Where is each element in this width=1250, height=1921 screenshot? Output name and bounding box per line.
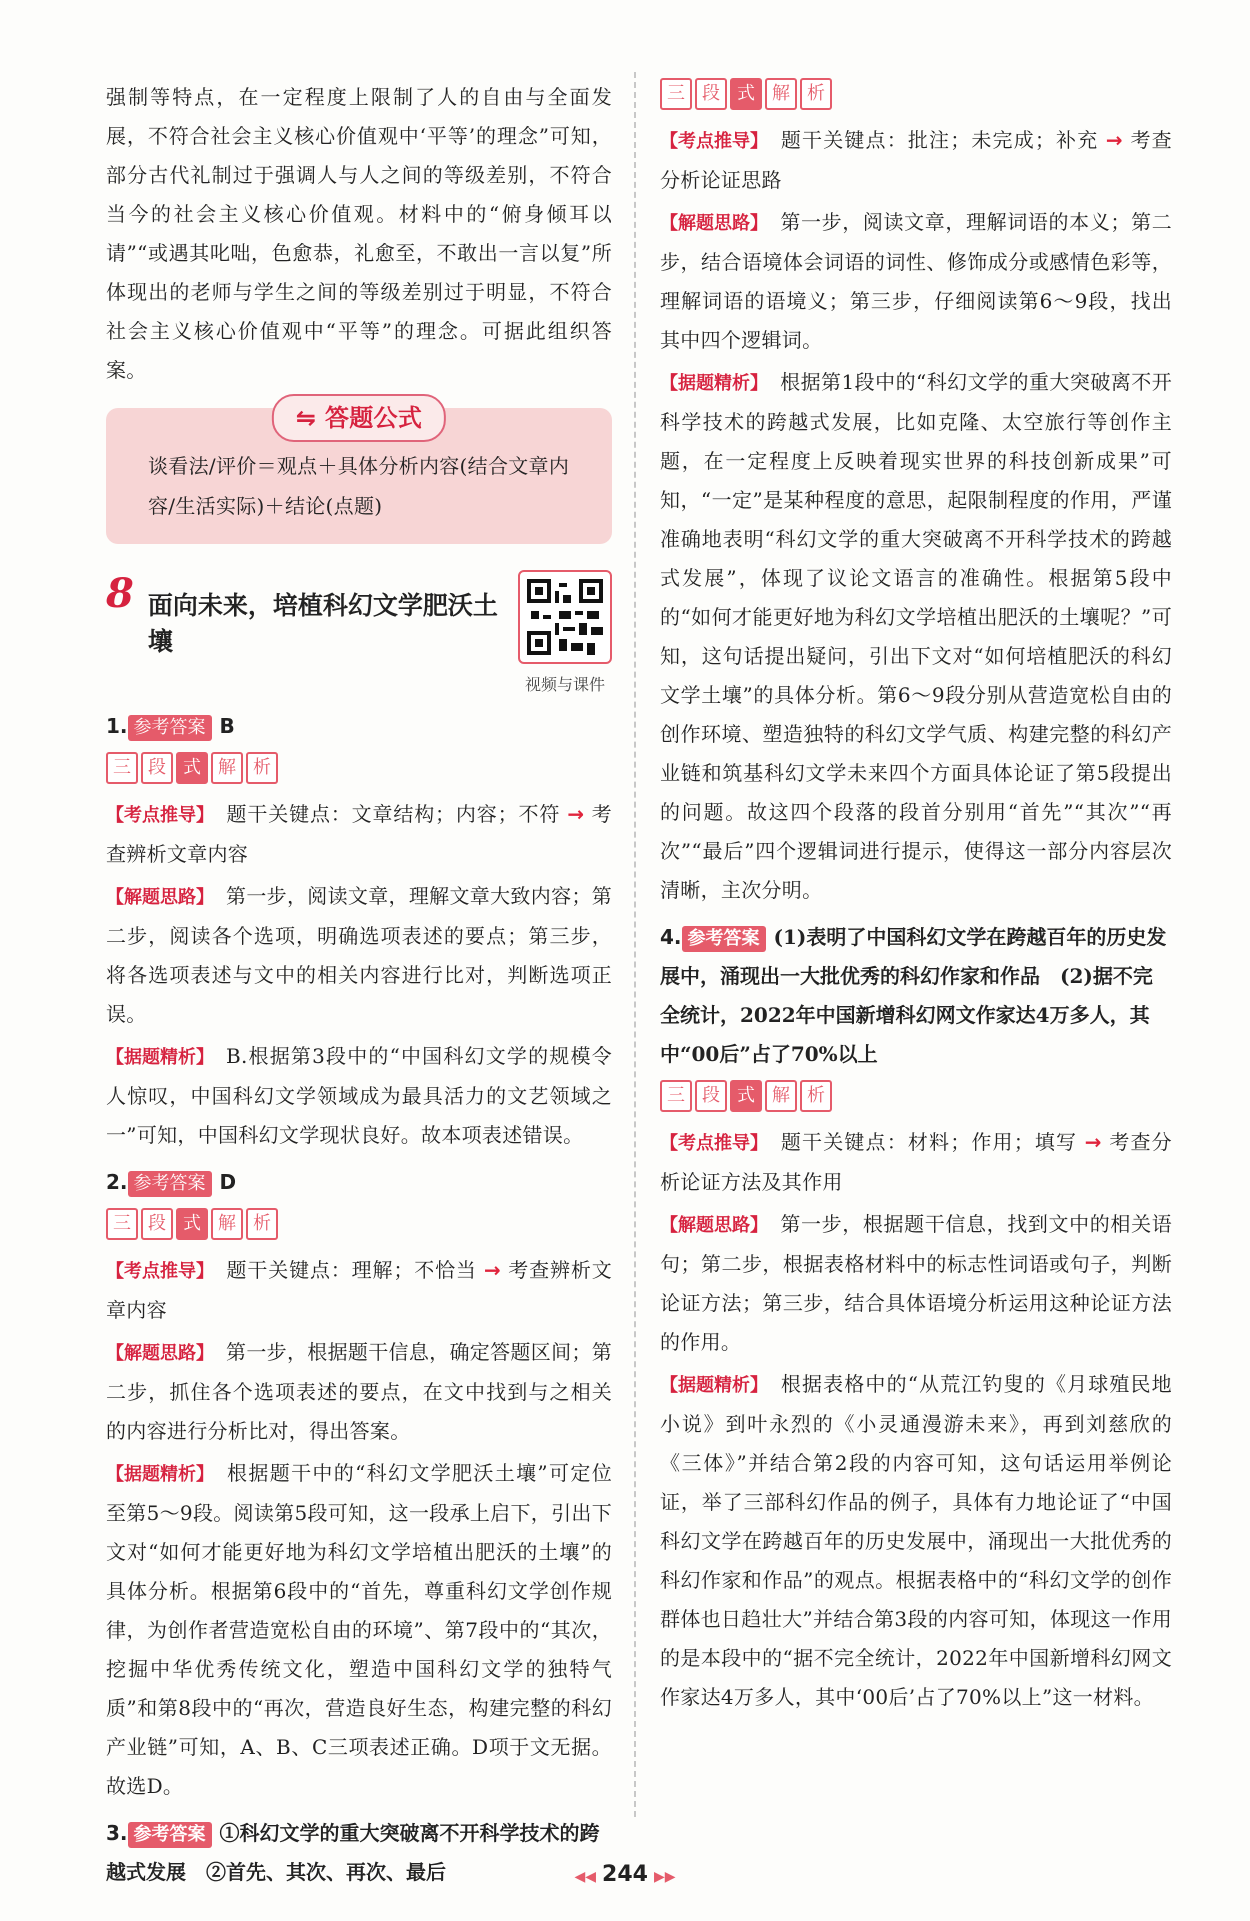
q3-jingxi: 【据题精析】 根据第1段中的“科幻文学的重大突破离不开科学技术的跨越式发展，比如克隆、太空旅行等创作主题，在一定程度上反映着现实世界的科技创新成果”可知，“一定”是某种程度的意思，起限制程度的作用，严谨准确地表明“科幻文学的重大突破离不开科学技术的跨越式发展”，体现了议论文语言的准确性。根据第5段中的“如何才能更好地为科幻文学培植出肥沃的土壤呢？”可知，这句话提出疑问，引出下文对“如何培植肥沃的科幻文学土壤”的具体分析。第6～9段分别从营造宽松自由的创作环境、塑造独特的科幻文学气质、构建完整的科幻产业链和筑基科幻文学未来四个方面具体论证了第5段提出的问题。故这四个段落的段首分别用“首先”“其次”“再次”“最后”四个逻辑词进行提示，使得这一部分内容层次清晰，主次分明。 <box>660 370 1172 902</box>
three-step-analysis-label: 三 段 式 解 析 <box>660 1080 832 1112</box>
three-step-analysis-label: 三 段 式 解 析 <box>106 1208 278 1240</box>
arrow-icon: → <box>1084 1130 1102 1154</box>
q1-kaodian: 【考点推导】 题干关键点：文章结构；内容；不符 → 考查辨析文章内容 <box>106 802 612 866</box>
page-number: ◀◀ 244 ▶▶ <box>574 1862 676 1887</box>
next-arrows-icon: ▶▶ <box>653 1869 676 1885</box>
answer-formula-text: 谈看法/评价＝观点＋具体分析内容(结合文章内容/生活实际)＋结论(点题) <box>148 454 570 518</box>
q3-answer: 3. 参考答案 ①科幻文学的重大突破离不开科学技术的跨越式发展 ②首先、其次、再次、最后 <box>106 1821 600 1884</box>
qr-code-icon[interactable] <box>518 570 612 664</box>
q4-jingxi: 【据题精析】 根据表格中的“从荒江钓叟的《月球殖民地小说》到叶永烈的《小灵通漫游未来》，再到刘慈欣的《三体》”并结合第2段的内容可知，这句话运用举例论证，举了三部科幻作品的例子，具体有力地论证了“中国科幻文学在跨越百年的历史发展中，涌现出一大批优秀的科幻作家和作品”的观点。根据表格中的“科幻文学的创作群体也日趋壮大”并结合第3段的内容可知，体现这一作用的是本段中的“据不完全统计，2022年中国新增科幻网文作家达4万多人，其中‘00后’占了70%以上”这一材料。 <box>660 1372 1172 1709</box>
answer-badge: 参考答案 <box>128 1171 212 1197</box>
answer-badge: 参考答案 <box>128 715 212 741</box>
formula-icon: ⇋ <box>295 404 325 432</box>
arrow-icon: → <box>1105 128 1123 152</box>
q1-jieti: 【解题思路】 第一步，阅读文章，理解文章大致内容；第二步，阅读各个选项，明确选项表述的要点；第三步，将各选项表述与文中的相关内容进行比对，判断选项正误。 <box>106 884 612 1026</box>
section-title: 面向未来，培植科幻文学肥沃土壤 <box>147 591 498 656</box>
arrow-icon: → <box>567 802 585 826</box>
three-step-analysis-label: 三 段 式 解 析 <box>106 752 278 784</box>
intro-paragraph: 强制等特点，在一定程度上限制了人的自由与全面发展，不符合社会主义核心价值观中‘平等’的理念”可知，部分古代礼制过于强调人与人之间的等级差别，不符合当今的社会主义核心价值观。材料中的“俯身倾耳以请”“或遇其叱咄，色愈恭，礼愈至，不敢出一言以复”所体现出的老师与学生之间的等级差别过于明显，不符合社会主义核心价值观中“平等”的理念。可据此组织答案。 <box>106 85 612 382</box>
qr-block[interactable] <box>518 570 612 695</box>
prev-arrows-icon: ◀◀ <box>574 1869 597 1885</box>
left-column <box>106 78 612 1892</box>
answer-badge: 参考答案 <box>682 926 766 952</box>
q3-jieti: 【解题思路】 第一步，阅读文章，理解词语的本义；第二步，结合语境体会词语的词性、修饰成分或感情色彩等，理解词语的语境义；第三步，仔细阅读第6～9段，找出其中四个逻辑词。 <box>660 210 1172 352</box>
q2-jingxi: 【据题精析】 根据题干中的“科幻文学肥沃土壤”可定位至第5～9段。阅读第5段可知，这一段承上启下，引出下文对“如何才能更好地为科幻文学培植出肥沃的土壤”的具体分析。根据第6段中的“首先，尊重科幻文学创作规律，为创作者营造宽松自由的环境”、第7段中的“其次，挖掘中华优秀传统文化，塑造中国科幻文学的独特气质”和第8段中的“再次，营造良好生态，构建完整的科幻产业链”可知，A、B、C三项表述正确。D项于文无据。故选D。 <box>106 1461 612 1798</box>
answer-badge: 参考答案 <box>128 1822 212 1848</box>
q2-answer: 2. 参考答案 D <box>106 1163 612 1202</box>
answer-formula-title: ⇋ 答题公式 <box>272 394 446 442</box>
q2-jieti: 【解题思路】 第一步，根据题干信息，确定答题区间；第二步，抓住各个选项表述的要点，在文中找到与之相关的内容进行分析比对，得出答案。 <box>106 1340 612 1443</box>
q3-kaodian: 【考点推导】 题干关键点：批注；未完成；补充 → 考查分析论证思路 <box>660 128 1172 192</box>
q4-kaodian: 【考点推导】 题干关键点：材料；作用；填写 → 考查分析论证方法及其作用 <box>660 1130 1172 1194</box>
q4-answer: 4. 参考答案 (1)表明了中国科幻文学在跨越百年的历史发展中，涌现出一大批优秀的科幻作家和作品 (2)据不完全统计，2022年中国新增科幻网文作家达4万多人，其中“00后”占了70%以上 <box>660 925 1167 1066</box>
section-heading <box>106 570 612 695</box>
right-column <box>660 78 1172 1717</box>
section-number: 8 <box>106 570 134 617</box>
q2-kaodian: 【考点推导】 题干关键点：理解；不恰当 → 考查辨析文章内容 <box>106 1258 612 1322</box>
three-step-analysis-label: 三 段 式 解 析 <box>660 78 832 110</box>
qr-label: 视频与课件 <box>524 675 605 694</box>
q1-answer: 1. 参考答案 B <box>106 707 612 746</box>
column-divider <box>634 72 636 1817</box>
answer-formula-box <box>106 404 612 544</box>
q1-jingxi: 【据题精析】 B.根据第3段中的“中国科幻文学的规模令人惊叹，中国科幻文学领域成为最具活力的文艺领域之一”可知，中国科幻文学现状良好。故本项表述错误。 <box>106 1044 612 1147</box>
arrow-icon: → <box>484 1258 502 1282</box>
q4-jieti: 【解题思路】 第一步，根据题干信息，找到文中的相关语句；第二步，根据表格材料中的标志性词语或句子，判断论证方法；第三步，结合具体语境分析运用这种论证方法的作用。 <box>660 1212 1172 1354</box>
